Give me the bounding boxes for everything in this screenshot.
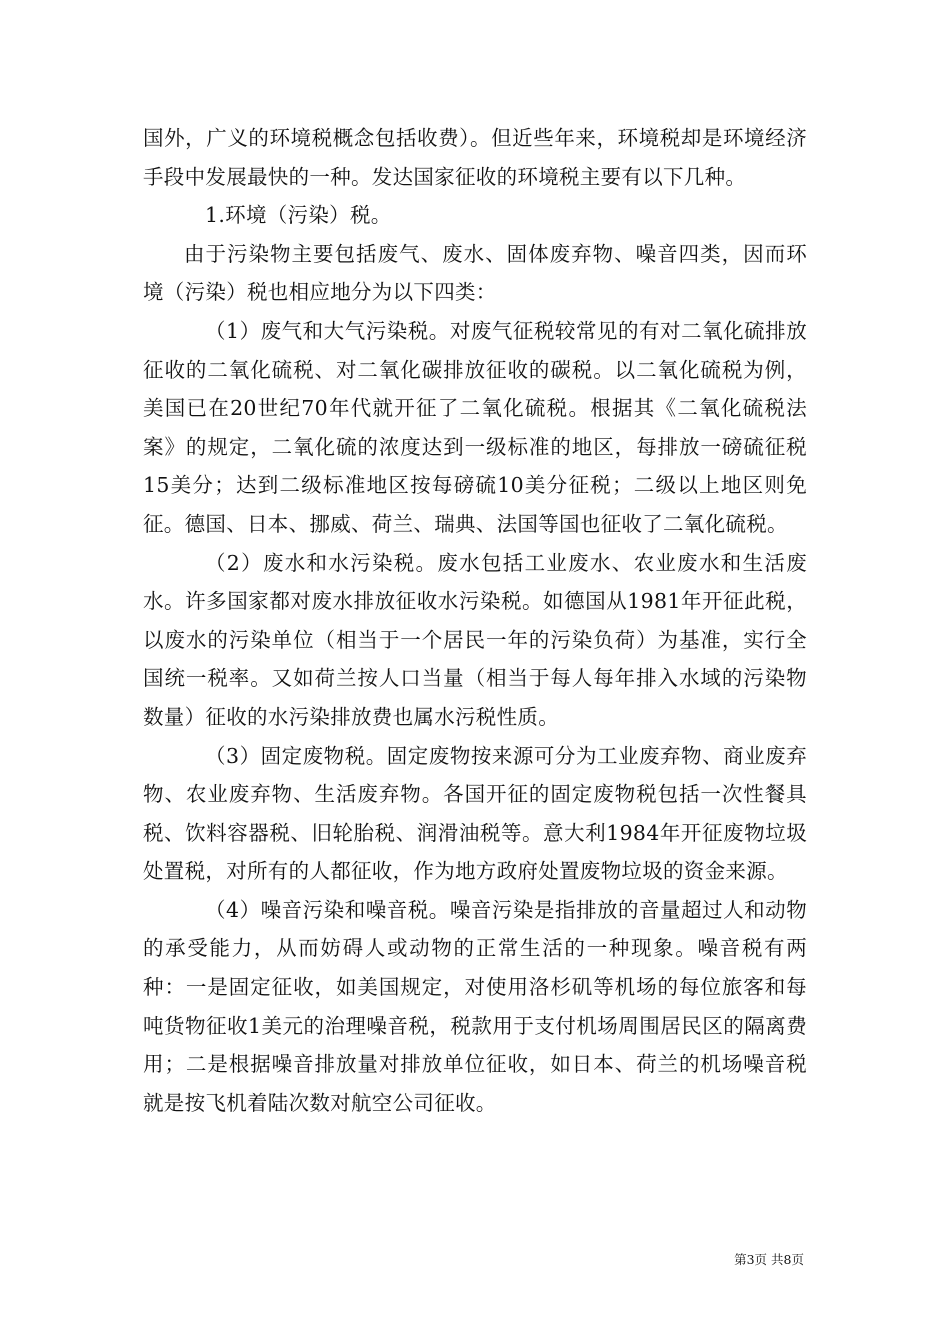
paragraph-pollution-categories: 由于污染物主要包括废气、废水、固体废弃物、噪音四类，因而环境（污染）税也相应地分为以下四类： bbox=[143, 241, 807, 305]
section-heading-environmental-pollution-tax: 1.环境（污染）税。 bbox=[205, 203, 392, 228]
paragraph-solid-waste-tax: （3）固定废物税。固定废物按来源可分为工业废弃物、商业废弃物、农业废弃物、生活废弃物。各国开征的固定废物税包括一次性餐具税、饮料容器税、旧轮胎税、润滑油税等。意大利1984年开征废物垃圾处置税，对所有的人都征收，作为地方政府处置废物垃圾的资金来源。 bbox=[143, 743, 807, 884]
page-number-footer: 第3页 共8页 bbox=[734, 1252, 804, 1267]
paragraph-water-pollution-tax: （2）废水和水污染税。废水包括工业废水、农业废水和生活废水。许多国家都对废水排放征收水污染税。如德国从1981年开征此税，以废水的污染单位（相当于一个居民一年的污染负荷）为基准，实行全国统一税率。又如荷兰按人口当量（相当于每人每年排入水域的污染物数量）征收的水污染排放费也属水污税性质。 bbox=[143, 550, 807, 729]
document-body bbox=[143, 119, 807, 1122]
paragraph-noise-tax: （4）噪音污染和噪音税。噪音污染是指排放的音量超过人和动物的承受能力，从而妨碍人或动物的正常生活的一种现象。噪音税有两种：一是固定征收，如美国规定，对使用洛杉矶等机场的每位旅客和每吨货物征收1美元的治理噪音税，税款用于支付机场周围居民区的隔离费用；二是根据噪音排放量对排放单位征收，如日本、荷兰的机场噪音税就是按飞机着陆次数对航空公司征收。 bbox=[143, 897, 807, 1115]
paragraph-intro-continued: 国外，广义的环境税概念包括收费）。但近些年来，环境税却是环境经济手段中发展最快的一种。发达国家征收的环境税主要有以下几种。 bbox=[143, 126, 807, 189]
paragraph-air-pollution-tax: （1）废气和大气污染税。对废气征税较常见的有对二氧化硫排放征收的二氧化硫税、对二氧化碳排放征收的碳税。以二氧化硫税为例，美国已在20世纪70年代就开征了二氧化硫税。根据其《二氧化硫税法案》的规定，二氧化硫的浓度达到一级标准的地区，每排放一磅硫征税15美分；达到二级标准地区按每磅硫10美分征税；二级以上地区则免征。德国、日本、挪威、荷兰、瑞典、法国等国也征收了二氧化硫税。 bbox=[143, 318, 807, 536]
